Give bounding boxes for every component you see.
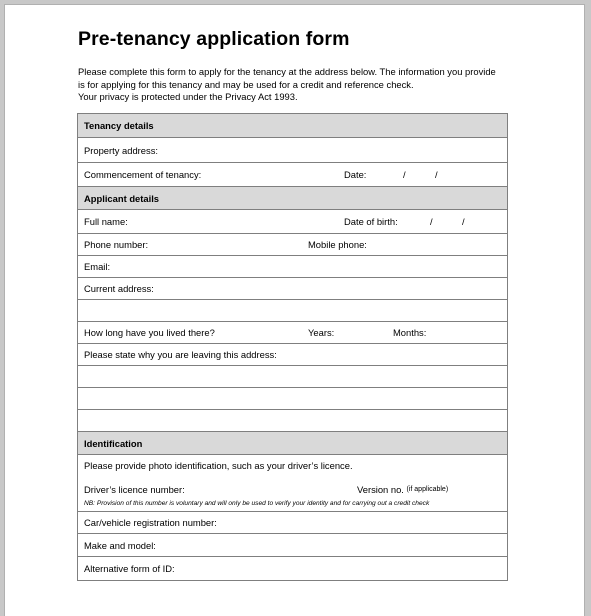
field-label: Current address: [84,283,154,294]
section-title: Identification [84,437,143,449]
field-label-years: Years: [308,327,335,338]
field-label-mobile: Mobile phone: [308,239,367,250]
field-label: Full name: [84,216,128,227]
date-separator: / [403,169,406,180]
full-name-field[interactable] [78,210,507,234]
field-label: Phone number: [84,239,149,250]
email-field[interactable] [78,256,507,278]
field-label: Commencement of tenancy: [84,169,202,180]
field-label: Please provide photo identification, such as your driver’s licence. [84,459,353,471]
property-address-field[interactable] [78,138,507,163]
commencement-field[interactable] [78,163,507,187]
intro-line: Your privacy is protected under the Privacy Act 1993. [78,91,298,103]
reason-line-3[interactable] [78,388,507,410]
page-title: Pre-tenancy application form [78,28,350,50]
field-label-months: Months: [393,327,427,338]
make-model-field[interactable] [78,534,507,557]
field-label-licence: Driver’s licence number: [84,483,185,495]
how-long-field[interactable] [78,322,507,344]
car-rego-field[interactable] [78,512,507,534]
date-separator: / [435,169,438,180]
field-label-date: Date: [344,169,367,180]
alternative-id-field[interactable] [78,557,507,581]
field-label: How long have you lived there? [84,327,215,338]
document-page [4,4,585,616]
section-header-tenancy [78,114,507,138]
reason-line-4[interactable] [78,410,507,432]
field-label: Car/vehicle registration number: [84,517,217,528]
date-separator: / [462,216,465,227]
application-form-table [77,113,508,581]
field-label: Property address: [84,144,158,156]
intro-paragraph [78,66,496,104]
reason-line-2[interactable] [78,366,507,388]
phone-field[interactable] [78,234,507,256]
nb-note: NB: Provision of this number is voluntary and will only be used to verify your identity and for carrying out a credit check [84,499,430,507]
section-header-applicant [78,187,507,210]
section-header-identification [78,432,507,455]
date-separator: / [430,216,433,227]
field-label: Please state why you are leaving this address: [84,349,277,360]
reason-for-leaving-field[interactable] [78,344,507,366]
intro-line: Please complete this form to apply for the tenancy at the address below. The information you provide [78,66,496,77]
field-label-dob: Date of birth: [344,216,398,227]
field-label: Email: [84,261,111,272]
section-title: Applicant details [84,192,160,204]
field-label: Make and model: [84,539,156,551]
section-title: Tenancy details [84,120,154,131]
if-applicable-note: (if applicable) [406,485,449,493]
field-label-version: Version no. [357,483,404,495]
field-label: Alternative form of ID: [84,563,175,574]
intro-line: is for applying for this tenancy and may be used for a credit and reference check. [78,78,414,90]
current-address-line-2[interactable] [78,300,507,322]
photo-id-block[interactable] [78,455,507,512]
version-number-label [357,482,448,496]
current-address-field[interactable] [78,278,507,300]
